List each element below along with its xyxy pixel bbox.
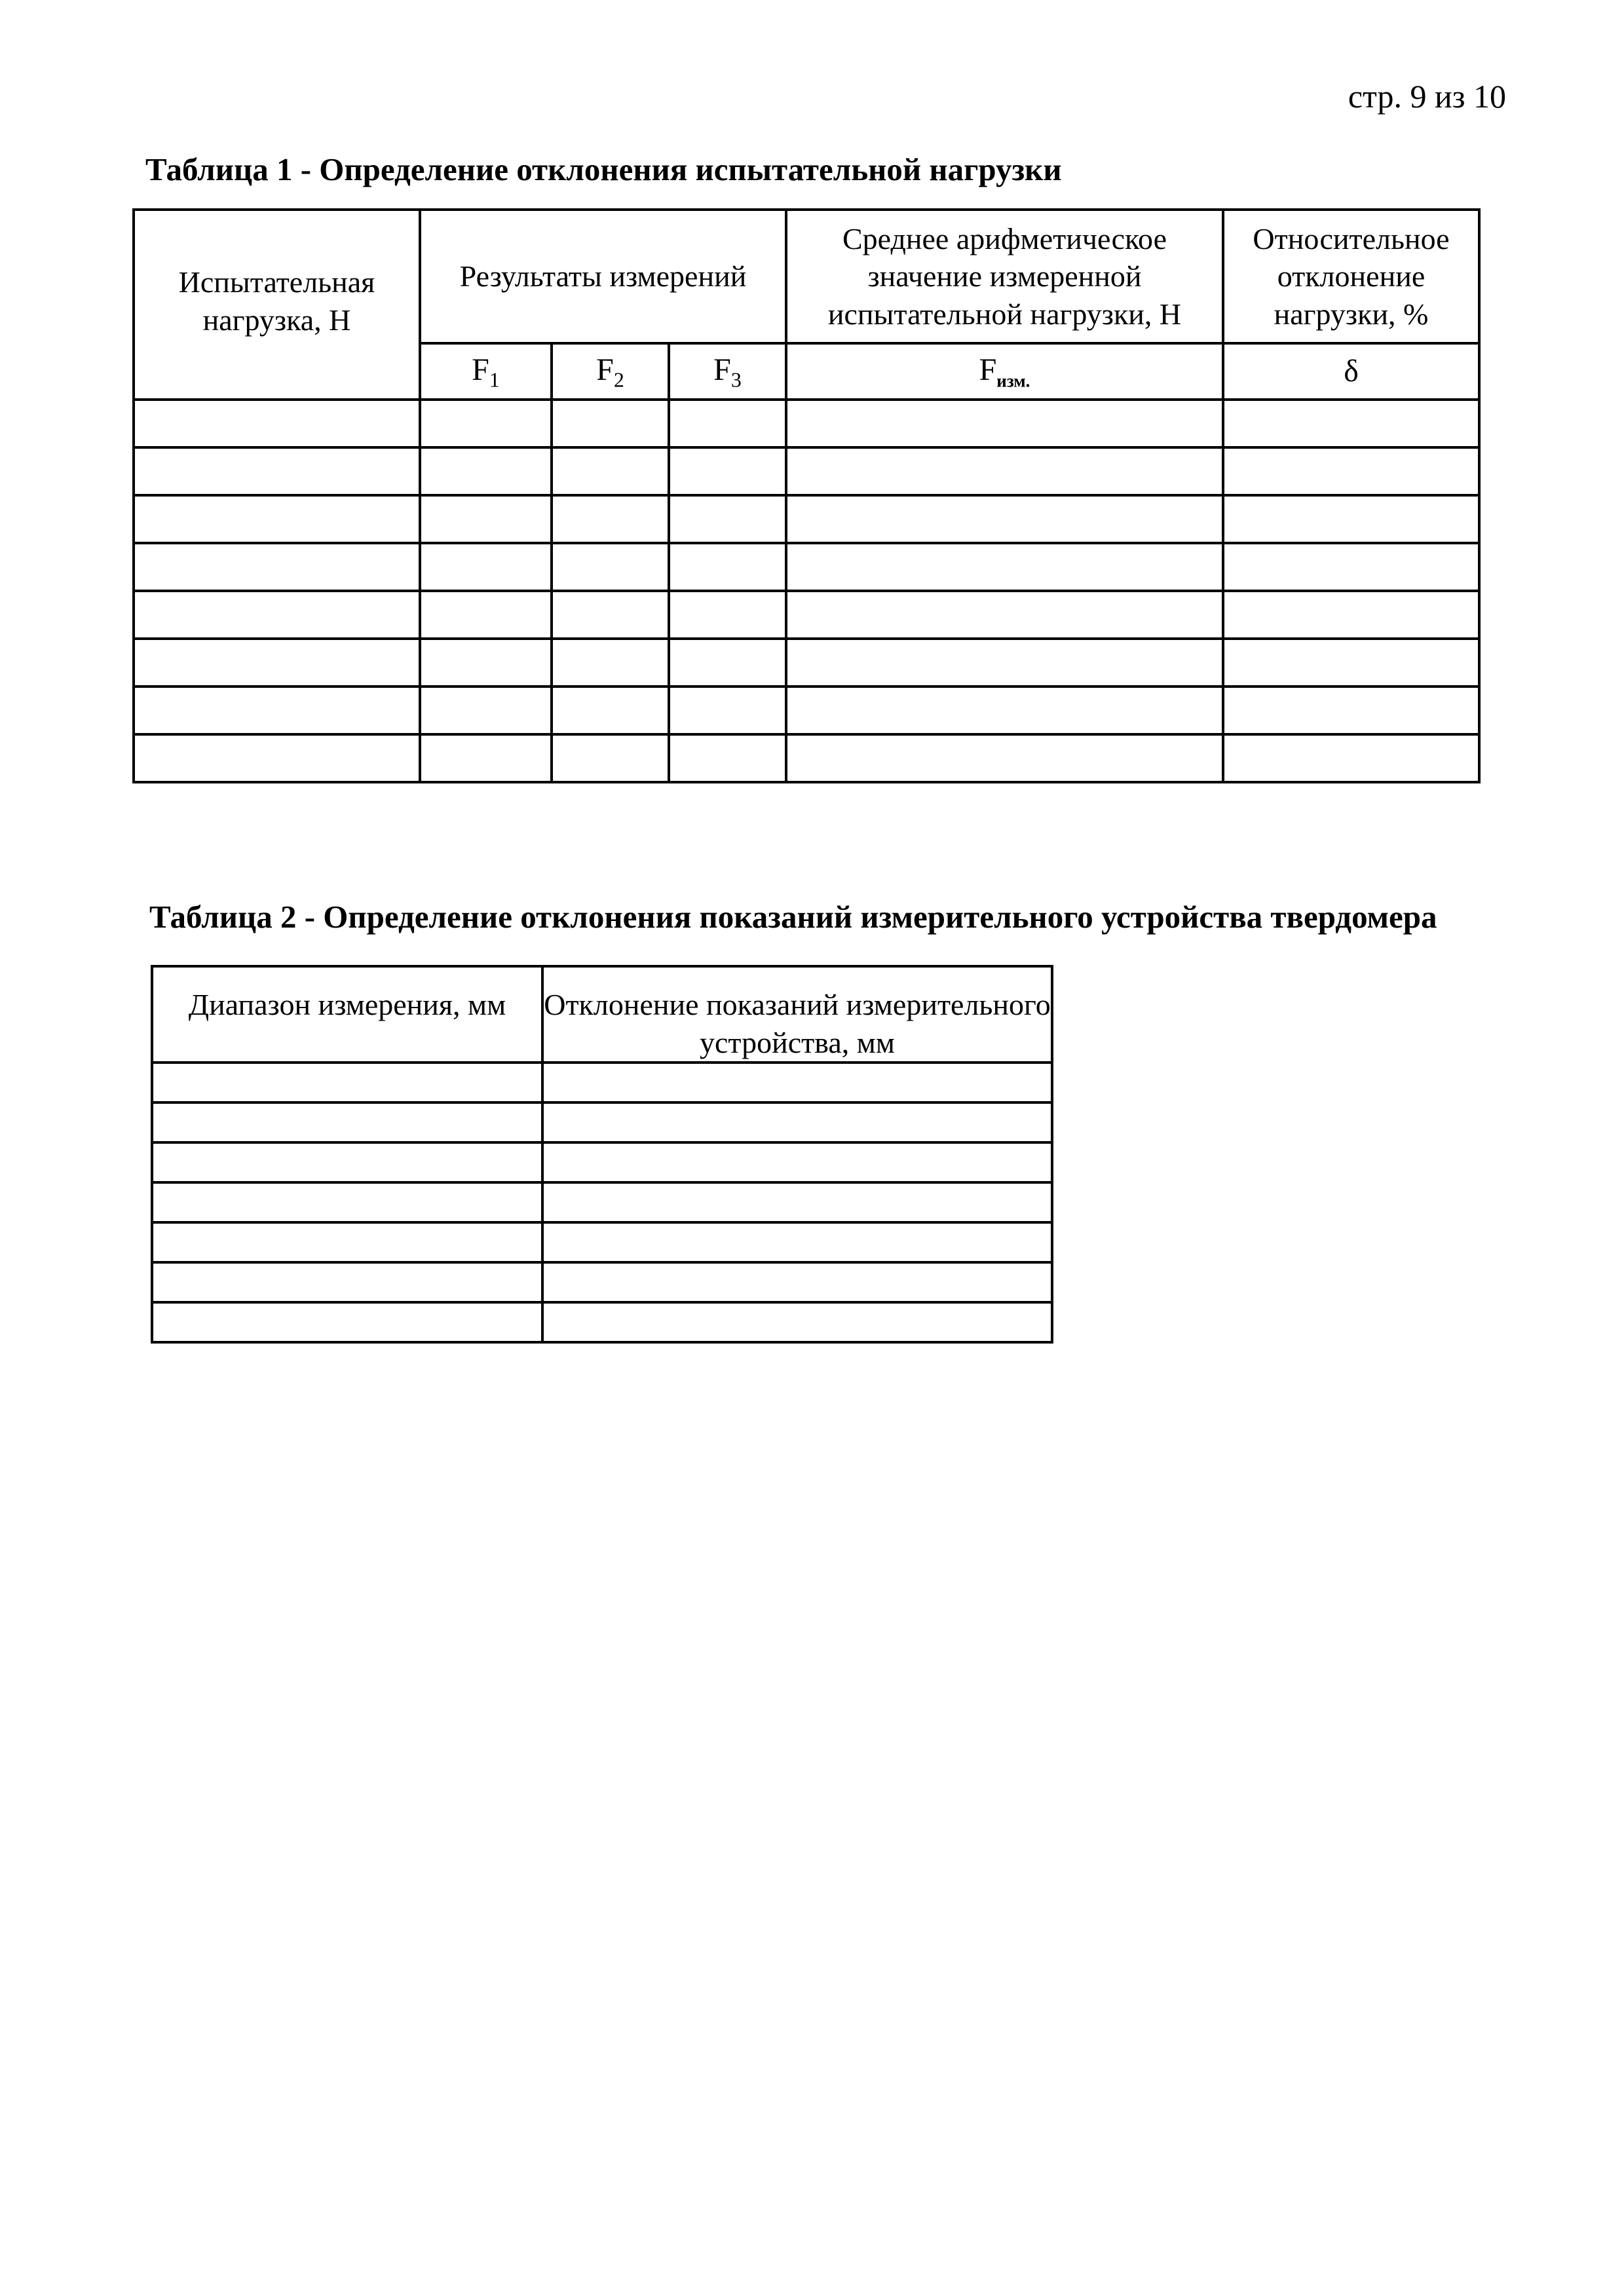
table-cell [552, 687, 669, 734]
table-cell [1223, 591, 1479, 639]
table-cell [134, 543, 420, 591]
table-row [134, 495, 1479, 543]
table-cell [552, 734, 669, 782]
table-cell [1223, 734, 1479, 782]
subheader-f3: $F_3$ [669, 343, 786, 400]
table-cell [134, 400, 420, 447]
table-cell [552, 543, 669, 591]
table-cell [552, 447, 669, 495]
table-cell [152, 1102, 542, 1142]
table-cell [786, 734, 1223, 782]
table-2-header-row [152, 966, 1052, 1063]
table-row [134, 591, 1479, 639]
table-cell [542, 1262, 1052, 1302]
table-cell [134, 447, 420, 495]
table-cell [134, 734, 420, 782]
table-cell [552, 591, 669, 639]
table-cell [542, 1302, 1052, 1342]
table-cell [786, 495, 1223, 543]
table-cell [786, 591, 1223, 639]
table-cell [420, 447, 552, 495]
table-row [152, 1182, 1052, 1222]
table-cell [669, 734, 786, 782]
table-cell [552, 400, 669, 447]
table-cell [134, 495, 420, 543]
table-row [152, 1302, 1052, 1342]
header-measurement-results: Результаты измерений [420, 210, 786, 343]
subheader-f1: $F_1$ [420, 343, 552, 400]
table-cell [786, 639, 1223, 687]
table-cell [1223, 400, 1479, 447]
subheader-delta: δ [1223, 343, 1479, 400]
table-cell [1223, 639, 1479, 687]
table-cell [420, 543, 552, 591]
table-cell [669, 447, 786, 495]
table-cell [786, 400, 1223, 447]
table-cell [552, 639, 669, 687]
table-1-header-row [134, 210, 1479, 343]
header-test-load: Испытательная нагрузка, Н [134, 210, 420, 400]
table-cell [152, 1063, 542, 1102]
table-cell [420, 639, 552, 687]
table-2-title: Таблица 2 - Определение отклонения показаний измерительного устройства твердомера [149, 899, 1437, 935]
table-cell [420, 591, 552, 639]
table-cell [786, 687, 1223, 734]
table-cell [1223, 543, 1479, 591]
table-cell [542, 1222, 1052, 1262]
table-row [152, 1102, 1052, 1142]
table-cell [420, 734, 552, 782]
table-row [134, 447, 1479, 495]
table-cell [669, 543, 786, 591]
subheader-f2: $F_2$ [552, 343, 669, 400]
table-row [134, 400, 1479, 447]
table-row [152, 1142, 1052, 1182]
table-cell [669, 400, 786, 447]
table-row [134, 687, 1479, 734]
table-cell [669, 687, 786, 734]
table-cell [669, 495, 786, 543]
table-cell [420, 495, 552, 543]
table-row [134, 543, 1479, 591]
table-cell [669, 639, 786, 687]
header-indicator-deviation: Отклонение показаний измерительного устройства, мм [542, 966, 1052, 1063]
table-row [134, 639, 1479, 687]
subheader-f-measured: $F_{изм.}$ [786, 343, 1223, 400]
header-relative-deviation: Относительное отклонение нагрузки, % [1223, 210, 1479, 343]
table-cell [152, 1182, 542, 1222]
table-cell [542, 1142, 1052, 1182]
table-row [152, 1222, 1052, 1262]
table-cell [134, 687, 420, 734]
table-cell [1223, 687, 1479, 734]
table-cell [152, 1302, 542, 1342]
header-measurement-range: Диапазон измерения, мм [152, 966, 542, 1063]
table-cell [552, 495, 669, 543]
table-cell [134, 639, 420, 687]
table-cell [542, 1102, 1052, 1142]
table-cell [420, 400, 552, 447]
table-row [152, 1063, 1052, 1102]
table-cell [786, 543, 1223, 591]
table-cell [542, 1063, 1052, 1102]
table-cell [152, 1142, 542, 1182]
table-cell [420, 687, 552, 734]
table-1-title: Таблица 1 - Определение отклонения испытательной нагрузки [145, 151, 1062, 187]
table-row [134, 734, 1479, 782]
table-cell [1223, 447, 1479, 495]
table-cell [152, 1262, 542, 1302]
indicator-deviation-table [151, 965, 1053, 1344]
table-row [152, 1262, 1052, 1302]
header-mean-load: Среднее арифметическое значение измеренной испытательной нагрузки, Н [786, 210, 1223, 343]
table-cell [134, 591, 420, 639]
table-cell [669, 591, 786, 639]
load-deviation-table [132, 208, 1481, 783]
table-cell [542, 1182, 1052, 1222]
table-cell [1223, 495, 1479, 543]
table-cell [786, 447, 1223, 495]
page-number: стр. 9 из 10 [1348, 78, 1506, 115]
table-cell [152, 1222, 542, 1262]
